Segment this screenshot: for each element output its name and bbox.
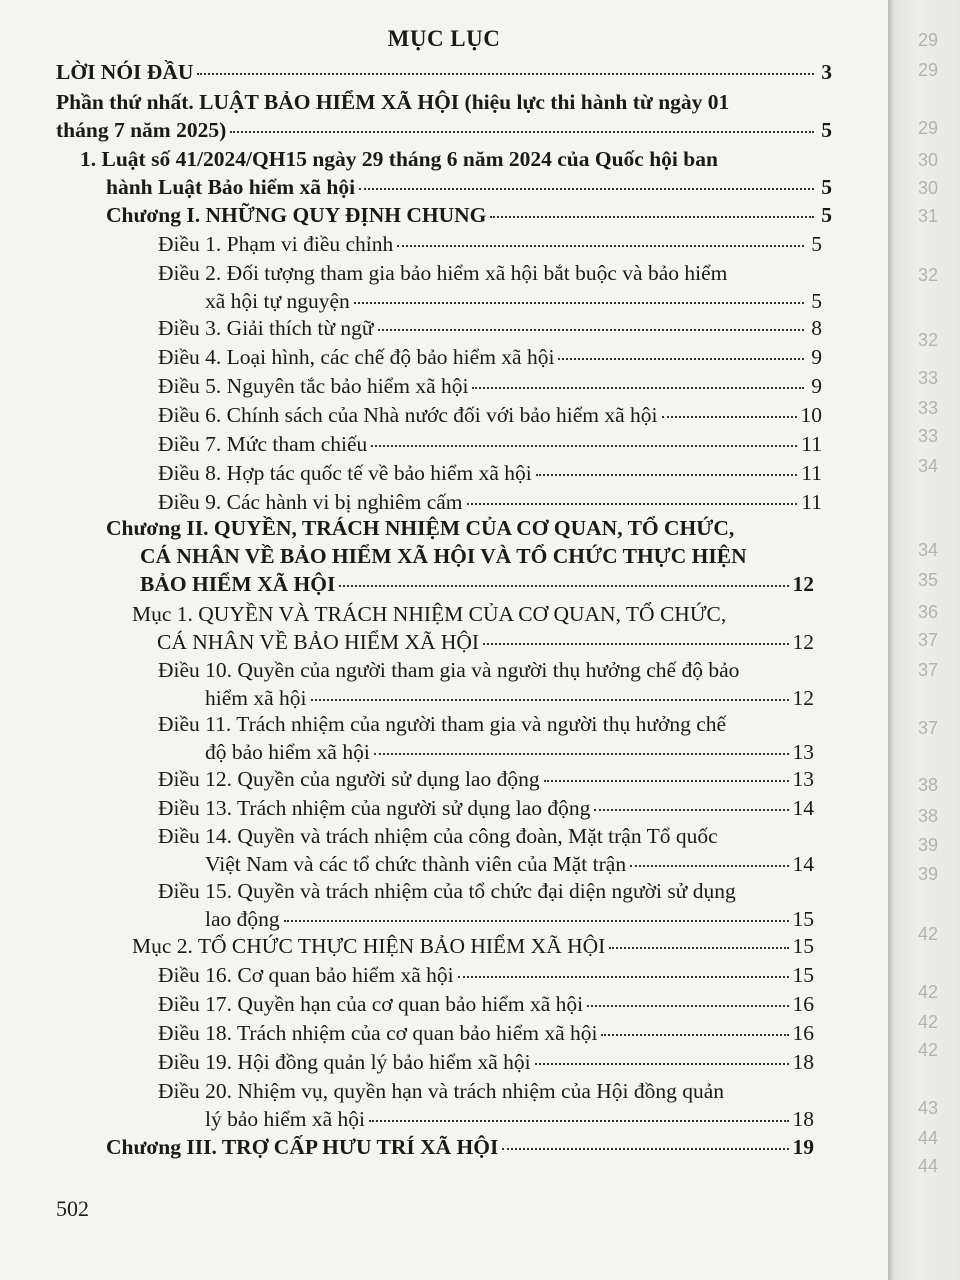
- leader-dots: [536, 474, 798, 476]
- leader-dots: [230, 131, 814, 133]
- toc-entry-page: 5: [821, 175, 832, 199]
- ghost-page-number: 39: [918, 864, 939, 884]
- toc-entry-text: 1. Luật số 41/2024/QH15 ngày 29 tháng 6 năm 2024 của Quốc hội ban: [80, 147, 718, 171]
- toc-entry-chapter-3[interactable]: [106, 1133, 814, 1161]
- leader-dots: [369, 1120, 788, 1122]
- leader-dots: [359, 188, 814, 190]
- toc-entry-text: xã hội tự nguyện: [205, 289, 350, 313]
- toc-entry-text: Điều 17. Quyền hạn của cơ quan bảo hiểm xã hội: [158, 992, 584, 1016]
- toc-entry-article-9[interactable]: [158, 488, 822, 516]
- ghost-page-number: 42: [918, 1012, 939, 1032]
- toc-entry-page: 9: [811, 345, 822, 369]
- toc-title: MỤC LỤC: [387, 26, 501, 51]
- toc-entry-article-13[interactable]: [158, 794, 814, 822]
- leader-dots: [502, 1148, 788, 1150]
- toc-entry-article-16[interactable]: [158, 961, 814, 989]
- toc-entry-text: Điều 6. Chính sách của Nhà nước đối với bảo hiểm xã hội: [158, 403, 658, 427]
- ghost-page-number: 30: [918, 150, 939, 170]
- ghost-page-number: 32: [918, 330, 939, 350]
- toc-entry-text: Điều 3. Giải thích từ ngữ: [158, 316, 374, 340]
- ghost-page-number: 43: [918, 1098, 939, 1118]
- toc-entry-article-1[interactable]: [158, 230, 822, 258]
- toc-entry-article-18[interactable]: [158, 1019, 814, 1047]
- toc-entry-text: Mục 2. TỔ CHỨC THỰC HIỆN BẢO HIỂM XÃ HỘI: [132, 934, 606, 958]
- leader-dots: [339, 585, 788, 587]
- toc-entry-page: 5: [821, 118, 832, 142]
- leader-dots: [544, 780, 789, 782]
- leader-dots: [609, 947, 788, 949]
- toc-entry-page: 5: [821, 203, 832, 227]
- ghost-page-number: 44: [918, 1128, 939, 1148]
- toc-entry-text: Chương I. NHỮNG QUY ĐỊNH CHUNG: [106, 203, 487, 227]
- toc-entry-text: Điều 18. Trách nhiệm của cơ quan bảo hiểm xã hội: [158, 1021, 598, 1045]
- ghost-page-number: 38: [918, 775, 939, 795]
- toc-entry-section-1[interactable]: [132, 600, 814, 656]
- toc-entry-text: Phần thứ nhất. LUẬT BẢO HIỂM XÃ HỘI (hiệu lực thi hành từ ngày 01: [56, 90, 730, 114]
- leader-dots: [662, 416, 797, 418]
- toc-entry-text: CÁ NHÂN VỀ BẢO HIỂM XÃ HỘI: [157, 630, 480, 654]
- toc-entry-article-3[interactable]: [158, 314, 822, 342]
- toc-entry-article-19[interactable]: [158, 1048, 814, 1076]
- toc-entry-text: Điều 7. Mức tham chiếu: [158, 432, 368, 456]
- toc-entry-page: 11: [801, 490, 822, 514]
- leader-dots: [197, 73, 814, 75]
- toc-entry-text: Điều 5. Nguyên tắc bảo hiểm xã hội: [158, 374, 469, 398]
- leader-dots: [467, 503, 798, 505]
- toc-entry-section-2[interactable]: [132, 932, 814, 960]
- toc-entry-article-12[interactable]: [158, 765, 814, 793]
- ghost-page-number: 32: [918, 265, 939, 285]
- toc-entry-page: 13: [792, 767, 814, 791]
- ghost-page-number: 42: [918, 924, 939, 944]
- toc-entry-article-17[interactable]: [158, 990, 814, 1018]
- toc-entry-text: Chương III. TRỢ CẤP HƯU TRÍ XÃ HỘI: [106, 1135, 499, 1159]
- toc-entry-page: 16: [792, 1021, 814, 1045]
- toc-entry-page: 11: [801, 432, 822, 456]
- toc-entry-article-14[interactable]: [158, 822, 814, 878]
- ghost-page-number: 36: [918, 602, 939, 622]
- leader-dots: [587, 1005, 788, 1007]
- toc-entry-page: 12: [792, 572, 814, 596]
- leader-dots: [374, 753, 789, 755]
- ghost-page-number: 35: [918, 570, 939, 590]
- ghost-page-number: 37: [918, 630, 939, 650]
- toc-entry-text: Điều 12. Quyền của người sử dụng lao động: [158, 767, 540, 791]
- toc-entry-text: Điều 15. Quyền và trách nhiệm của tổ chức đại diện người sử dụng: [158, 879, 736, 903]
- ghost-page-number: 29: [918, 30, 939, 50]
- toc-entry-text: Điều 4. Loại hình, các chế độ bảo hiểm xã hội: [158, 345, 555, 369]
- toc-entry-text: hiểm xã hội: [205, 686, 307, 710]
- leader-dots: [472, 387, 804, 389]
- ghost-page-number: 30: [918, 178, 939, 198]
- ghost-page-number: 29: [918, 60, 939, 80]
- leader-dots: [535, 1063, 789, 1065]
- ghost-page-number: 34: [918, 456, 939, 476]
- toc-entry-text: BẢO HIỂM XÃ HỘI: [140, 572, 336, 596]
- ghost-page-number: 37: [918, 718, 939, 738]
- ghost-page-number: 44: [918, 1156, 939, 1176]
- toc-entry-page: 14: [792, 796, 814, 820]
- toc-entry-text: Điều 2. Đối tượng tham gia bảo hiểm xã hội bắt buộc và bảo hiểm: [158, 261, 728, 285]
- toc-entry-text: Điều 20. Nhiệm vụ, quyền hạn và trách nhiệm của Hội đồng quản: [158, 1079, 725, 1103]
- toc-entry-text: CÁ NHÂN VỀ BẢO HIỂM XÃ HỘI VÀ TỔ CHỨC THỰC HIỆN: [140, 544, 747, 568]
- toc-entry-article-7[interactable]: [158, 430, 822, 458]
- toc-entry-page: 15: [792, 963, 814, 987]
- ghost-page-number: 38: [918, 806, 939, 826]
- toc-entry-text: Điều 11. Trách nhiệm của người tham gia và người thụ hưởng chế: [158, 712, 727, 736]
- leader-dots: [558, 358, 804, 360]
- leader-dots: [284, 920, 789, 922]
- toc-entry-text: lao động: [205, 907, 280, 931]
- toc-entry-page: 18: [792, 1107, 814, 1131]
- leader-dots: [397, 245, 804, 247]
- toc-entry-article-2[interactable]: [158, 259, 822, 315]
- leader-dots: [601, 1034, 788, 1036]
- leader-dots: [371, 445, 797, 447]
- toc-entry-page: 12: [792, 686, 814, 710]
- toc-entry-text: LỜI NÓI ĐẦU: [56, 60, 194, 84]
- toc-entry-page: 15: [792, 907, 814, 931]
- toc-entry-page: 5: [811, 289, 822, 313]
- leader-dots: [354, 302, 804, 304]
- toc-entry-text: Điều 9. Các hành vi bị nghiêm cấm: [158, 490, 463, 514]
- ghost-page-number: 42: [918, 1040, 939, 1060]
- toc-entry-page: 5: [811, 232, 822, 256]
- ghost-page-number: 42: [918, 982, 939, 1002]
- leader-dots: [490, 216, 814, 218]
- toc-entry-chapter-2[interactable]: [106, 514, 814, 598]
- toc-entry-page: 9: [811, 374, 822, 398]
- toc-entry-page: 3: [821, 60, 832, 84]
- toc-entry-page: 13: [792, 740, 814, 764]
- toc-entry-article-5[interactable]: [158, 372, 822, 400]
- toc-entry-page: 19: [792, 1135, 814, 1159]
- ghost-page-number: 34: [918, 540, 939, 560]
- toc-entry-text: Điều 10. Quyền của người tham gia và người thụ hưởng chế độ bảo: [158, 658, 740, 682]
- toc-entry-text: Mục 1. QUYỀN VÀ TRÁCH NHIỆM CỦA CƠ QUAN, TỔ CHỨC,: [132, 602, 727, 626]
- toc-entry-law-41[interactable]: [80, 145, 832, 201]
- toc-entry-text: Điều 14. Quyền và trách nhiệm của công đoàn, Mặt trận Tổ quốc: [158, 824, 718, 848]
- page-number: 502: [56, 1196, 89, 1221]
- toc-entry-text: Điều 19. Hội đồng quản lý bảo hiểm xã hội: [158, 1050, 531, 1074]
- toc-entry-article-4[interactable]: [158, 343, 822, 371]
- toc-entry-article-15[interactable]: [158, 877, 814, 933]
- toc-entry-part-one[interactable]: [56, 88, 832, 144]
- toc-entry-page: 15: [792, 934, 814, 958]
- toc-entry-text: Điều 16. Cơ quan bảo hiểm xã hội: [158, 963, 454, 987]
- toc-entry-page: 8: [811, 316, 822, 340]
- leader-dots: [594, 809, 788, 811]
- ghost-page-number: 33: [918, 426, 939, 446]
- leader-dots: [483, 643, 788, 645]
- toc-entry-page: 18: [792, 1050, 814, 1074]
- toc-entry-chapter-1[interactable]: [106, 201, 832, 229]
- ghost-page-number: 37: [918, 660, 939, 680]
- toc-entry-text: Điều 1. Phạm vi điều chỉnh: [158, 232, 394, 256]
- toc-entry-text: lý bảo hiểm xã hội: [205, 1107, 366, 1131]
- toc-entry-page: 14: [792, 852, 814, 876]
- toc-entry-page: 12: [792, 630, 814, 654]
- toc-entry-article-20[interactable]: [158, 1077, 814, 1133]
- toc-entry-article-10[interactable]: [158, 656, 814, 712]
- ghost-page-number: 29: [918, 118, 939, 138]
- ghost-page-number: 33: [918, 398, 939, 418]
- ghost-page-number: 31: [918, 206, 939, 226]
- toc-entry-text: Điều 13. Trách nhiệm của người sử dụng lao động: [158, 796, 591, 820]
- toc-entry-text: hành Luật Bảo hiểm xã hội: [106, 175, 356, 199]
- toc-entry-page: 10: [800, 403, 822, 427]
- toc-entry-article-8[interactable]: [158, 459, 822, 487]
- toc-entry-preface[interactable]: [56, 58, 832, 86]
- leader-dots: [311, 699, 789, 701]
- leader-dots: [630, 865, 788, 867]
- leader-dots: [458, 976, 789, 978]
- leader-dots: [378, 329, 804, 331]
- toc-entry-article-11[interactable]: [158, 710, 814, 766]
- toc-entry-page: 11: [801, 461, 822, 485]
- toc-entry-text: tháng 7 năm 2025): [56, 118, 227, 142]
- ghost-page-number: 33: [918, 368, 939, 388]
- toc-entry-article-6[interactable]: [158, 401, 822, 429]
- toc-entry-page: 16: [792, 992, 814, 1016]
- toc-entry-text: Điều 8. Hợp tác quốc tế về bảo hiểm xã hội: [158, 461, 532, 485]
- ghost-page-number: 39: [918, 835, 939, 855]
- toc-entry-text: Chương II. QUYỀN, TRÁCH NHIỆM CỦA CƠ QUAN, TỔ CHỨC,: [106, 516, 735, 540]
- toc-entry-text: độ bảo hiểm xã hội: [205, 740, 370, 764]
- next-page-edge: [888, 0, 960, 1280]
- toc-entry-text: Việt Nam và các tổ chức thành viên của Mặt trận: [205, 852, 627, 876]
